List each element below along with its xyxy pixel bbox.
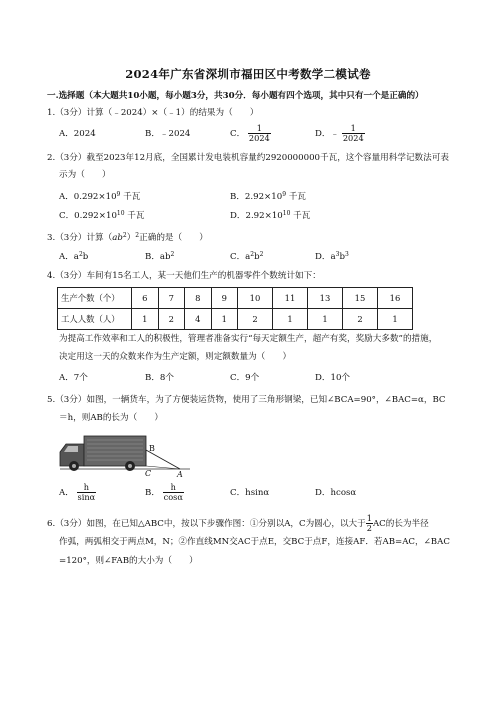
q6-stem-line1: 6.（3分）如图，在已知△ABC中，按以下步骤作图：①分别以A，C为圆心，以大于 $\frac{1}{2}$ AC的长为半径 xyxy=(47,513,429,533)
truck-cargo-box xyxy=(84,436,146,466)
q5-option-b: B． $\frac{h}{\cos\alpha}$ xyxy=(145,482,183,502)
q5-option-a-fraction: $\frac{h}{\sin\alpha}$ xyxy=(77,482,96,502)
q1-option-c: C． $\frac{1}{2024}$ xyxy=(230,123,270,143)
figure-label-a: A xyxy=(177,470,183,479)
q1-stem: 1.（3分）计算（﹣2024）×（﹣1）的结果为（ ） xyxy=(47,108,259,118)
q1-option-b: B．﹣2024 xyxy=(145,129,191,139)
q4-data-table xyxy=(57,287,413,330)
q4-option-d: D．10个 xyxy=(315,373,351,383)
q5-stem-line2: ＝h，则AB的长为（ ） xyxy=(59,413,163,423)
q1-option-d: D．﹣ $\frac{1}{2024}$ xyxy=(315,123,364,143)
q4-context-line1: 为提高工作效率和工人的积极性，管理者准备实行“每天定额生产，超产有奖，奖励大多数”的措施， xyxy=(59,334,438,344)
figure-label-c: C xyxy=(145,469,152,478)
q5-stem-line1: 5.（3分）如图，一辆货车，为了方便装运货物，使用了三角形钢梁，已知∠BCA=90°，∠BAC=α，BC xyxy=(47,395,446,405)
q2-option-c: C．$0.292\times 10^{10}$ 千瓦 xyxy=(59,210,145,221)
q2-stem-line2: 示为（ ） xyxy=(59,170,111,180)
q1-option-c-fraction: $\frac{1}{2024}$ xyxy=(248,123,270,143)
table-row: 生产个数（个） 6 7 8 9 10 11 13 15 16 xyxy=(58,288,413,309)
q6-fraction: $\frac{1}{2}$ xyxy=(366,513,372,533)
q3-option-a: A．$a^2b$ xyxy=(59,251,89,262)
q4-option-c: C．9个 xyxy=(230,373,260,383)
q2-option-d: D．$2.92\times 10^{10}$ 千瓦 xyxy=(230,210,311,221)
q6-stem-line2: 作弧，两弧相交于两点M，N；②作直线MN交AC于点E，交BC于点F，连接AF．若AB=AC，∠BAC xyxy=(59,537,450,547)
table-row-header: 生产个数（个） xyxy=(58,288,132,309)
q5-option-b-fraction: $\frac{h}{\cos\alpha}$ xyxy=(163,482,183,502)
q4-context-line2: 决定用这一天的众数来作为生产定额，则定额数量为（ ） xyxy=(59,352,292,362)
table-row-header: 工人人数（人） xyxy=(58,309,132,330)
q4-stem: 4.（3分）车间有15名工人，某一天他们生产的机器零件个数统计如下： xyxy=(47,271,321,281)
q6-stem-line3: =120°，则∠FAB的大小为（ ） xyxy=(59,556,198,566)
q3-option-b: B．$ab^2$ xyxy=(145,251,175,262)
q4-option-b: B．8个 xyxy=(145,373,174,383)
figure-label-b: B xyxy=(149,444,155,453)
q2-stem-line1: 2.（3分）截至2023年12月底，全国累计发电装机容量约2920000000千瓦，这个容量用科学记数法可表 xyxy=(47,153,449,163)
q5-option-a: A． $\frac{h}{\sin\alpha}$ xyxy=(59,482,96,502)
q4-option-a: A．7个 xyxy=(59,373,88,383)
table-row: 工人人数（人） 1 2 4 1 2 1 1 2 1 xyxy=(58,309,413,330)
page-title: 2024年广东省深圳市福田区中考数学二模试卷 xyxy=(125,67,371,81)
section-heading: 一.选择题（本大题共10小题，每小题3分，共30分．每小题有四个选项，其中只有一个是正确的） xyxy=(47,91,424,101)
q3-option-d: D．$a^3b^3$ xyxy=(315,251,349,262)
truck-figure xyxy=(58,428,193,480)
q2-option-b: B．$2.92\times 10^9$ 千瓦 xyxy=(230,191,306,202)
q3-stem: 3.（3分）计算$(ab^2)^2$正确的是（ ） xyxy=(47,232,208,243)
q1-option-d-fraction: $\frac{1}{2024}$ xyxy=(342,123,364,143)
q2-option-a: A．$0.292\times 10^9$ 千瓦 xyxy=(59,191,141,202)
q3-option-c: C．$a^2b^2$ xyxy=(230,251,264,262)
q5-option-c: C．hsinα xyxy=(230,488,270,498)
q1-option-a: A．2024 xyxy=(59,129,96,139)
q5-option-d: D．hcosα xyxy=(315,488,357,498)
